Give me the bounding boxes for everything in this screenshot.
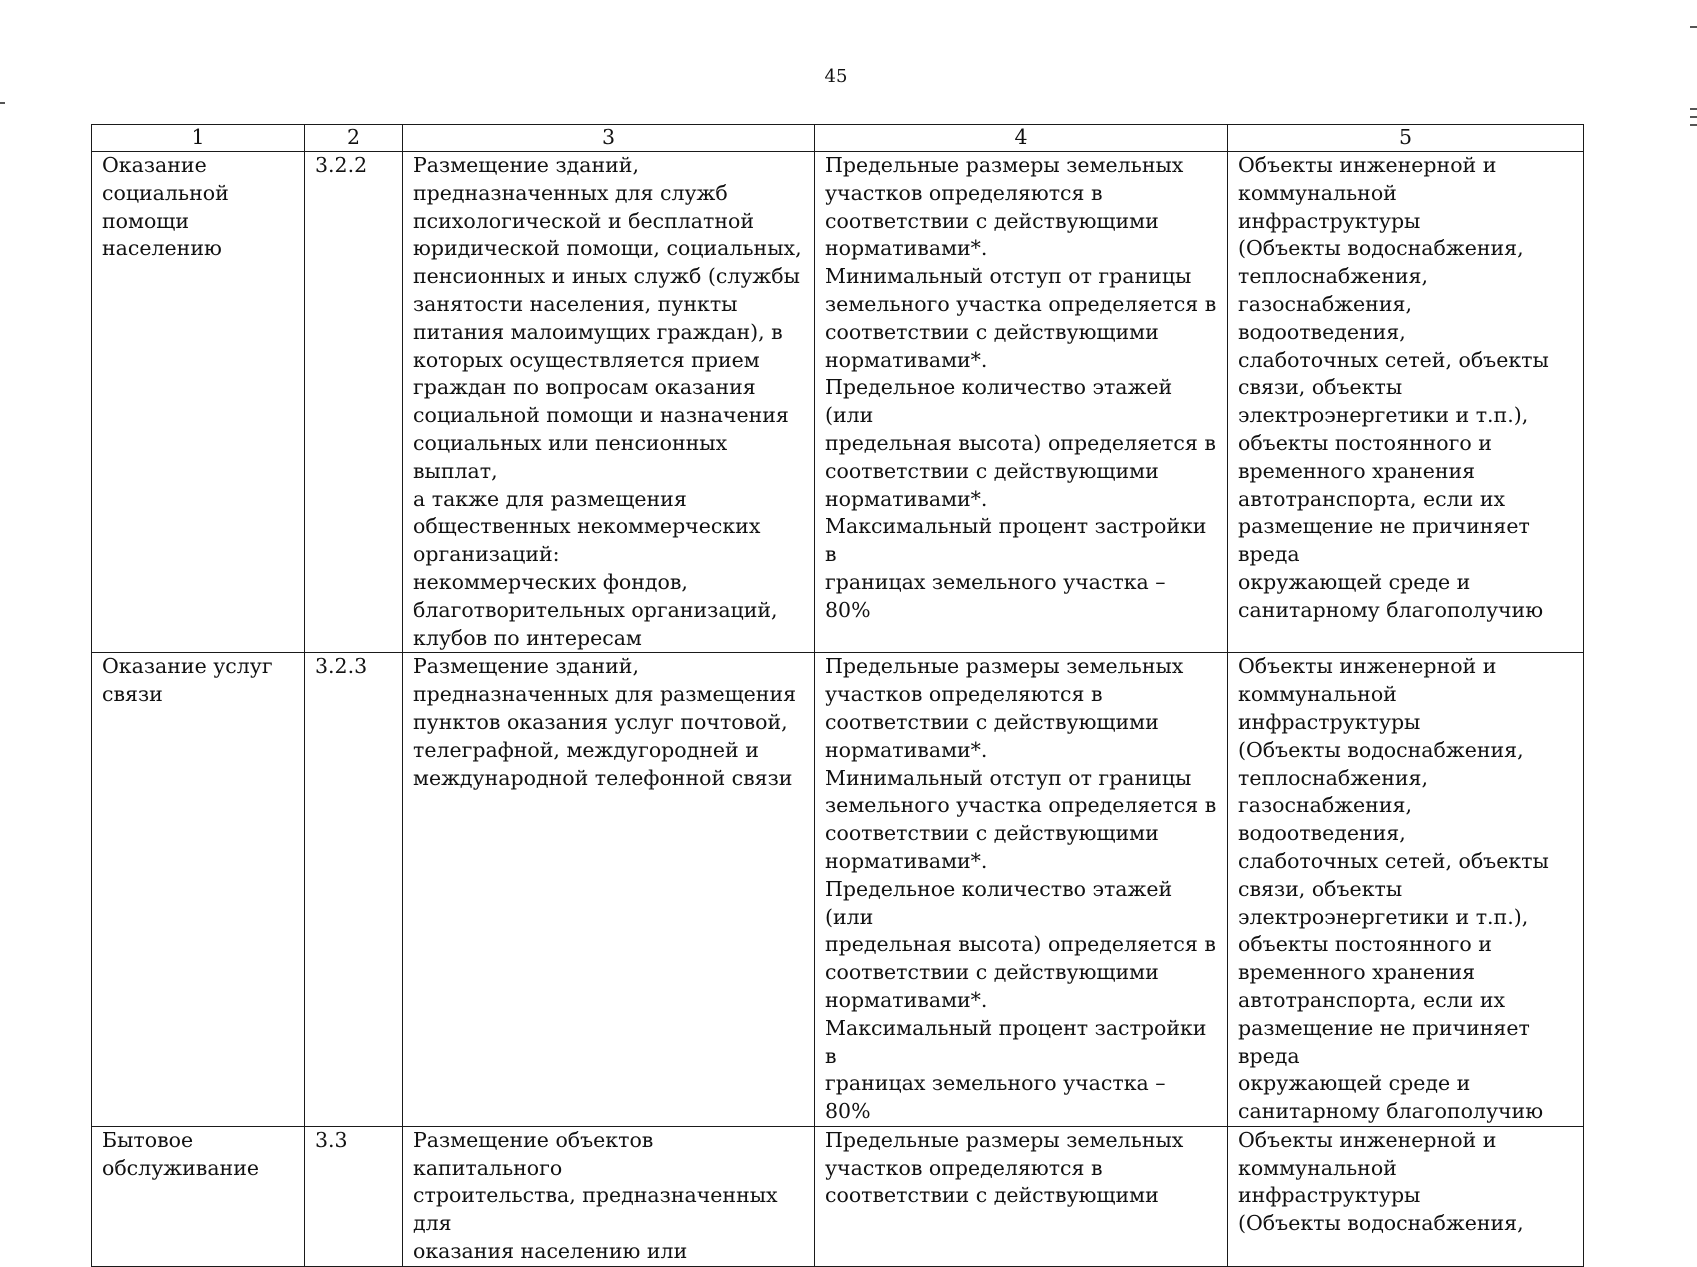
table-row	[92, 1126, 1584, 1266]
auxiliary-uses-cell: Объекты инженерной и коммунальной инфраструктуры (Объекты водоснабжения, теплоснабжения, газоснабжения, водоотведения, слаботочных сетей, объекты связи, объекты электроэнергетики и т.п.), объекты постоянного и временного хранения автотранспорта, если их размещение не причиняет вреда окружающей среде и санитарному благополучию	[1228, 152, 1584, 653]
margin-tick-middle	[1690, 108, 1697, 110]
land-use-table	[91, 124, 1584, 1267]
auxiliary-uses-cell: Объекты инженерной и коммунальной инфраструктуры (Объекты водоснабжения,	[1228, 1126, 1584, 1266]
use-name-cell: Оказание услуг связи	[92, 653, 305, 1127]
margin-tick-left	[0, 102, 5, 104]
margin-tick-bottom	[1690, 124, 1697, 126]
table-body	[92, 152, 1584, 1267]
use-code-cell: 3.3	[305, 1126, 403, 1266]
parameters-cell: Предельные размеры земельных участков определяются в соответствии с действующими	[815, 1126, 1228, 1266]
auxiliary-uses-cell: Объекты инженерной и коммунальной инфраструктуры (Объекты водоснабжения, теплоснабжения, газоснабжения, водоотведения, слаботочных сетей, объекты связи, объекты электроэнергетики и т.п.), объекты постоянного и временного хранения автотранспорта, если их размещение не причиняет вреда окружающей среде и санитарному благополучию	[1228, 653, 1584, 1127]
header-cell-3: 3	[403, 125, 815, 152]
parameters-cell: Предельные размеры земельных участков определяются в соответствии с действующими нормативами*. Минимальный отступ от границы земельного участка определяется в соответствии с действующими нормативами*. Предельное количество этажей (или предельная высота) определяется в соответствии с действующими нормативами*. Максимальный процент застройки в границах земельного участка – 80%	[815, 152, 1228, 653]
parameters-cell: Предельные размеры земельных участков определяются в соответствии с действующими нормативами*. Минимальный отступ от границы земельного участка определяется в соответствии с действующими нормативами*. Предельное количество этажей (или предельная высота) определяется в соответствии с действующими нормативами*. Максимальный процент застройки в границах земельного участка – 80%	[815, 653, 1228, 1127]
page-number: 45	[824, 66, 848, 87]
use-code-cell: 3.2.2	[305, 152, 403, 653]
use-description-cell: Размещение объектов капитального строительства, предназначенных для оказания населению или	[403, 1126, 815, 1266]
margin-tick-top	[1690, 26, 1697, 28]
use-name-cell: Оказание социальной помощи населению	[92, 152, 305, 653]
table-header	[92, 125, 1584, 152]
header-cell-5: 5	[1228, 125, 1584, 152]
header-cell-4: 4	[815, 125, 1228, 152]
use-description-cell: Размещение зданий, предназначенных для размещения пунктов оказания услуг почтовой, телеграфной, междугородней и международной телефонной связи	[403, 653, 815, 1127]
header-cell-2: 2	[305, 125, 403, 152]
header-row	[92, 125, 1584, 152]
table-row	[92, 152, 1584, 653]
table-row	[92, 653, 1584, 1127]
header-cell-1: 1	[92, 125, 305, 152]
use-description-cell: Размещение зданий, предназначенных для служб психологической и бесплатной юридической помощи, социальных, пенсионных и иных служб (службы занятости населения, пункты питания малоимущих граждан), в которых осуществляется прием граждан по вопросам оказания социальной помощи и назначения социальных или пенсионных выплат, а также для размещения общественных некоммерческих организаций: некоммерческих фондов, благотворительных организаций, клубов по интересам	[403, 152, 815, 653]
use-code-cell: 3.2.3	[305, 653, 403, 1127]
use-name-cell: Бытовое обслуживание	[92, 1126, 305, 1266]
margin-tick-lower	[1690, 116, 1697, 118]
